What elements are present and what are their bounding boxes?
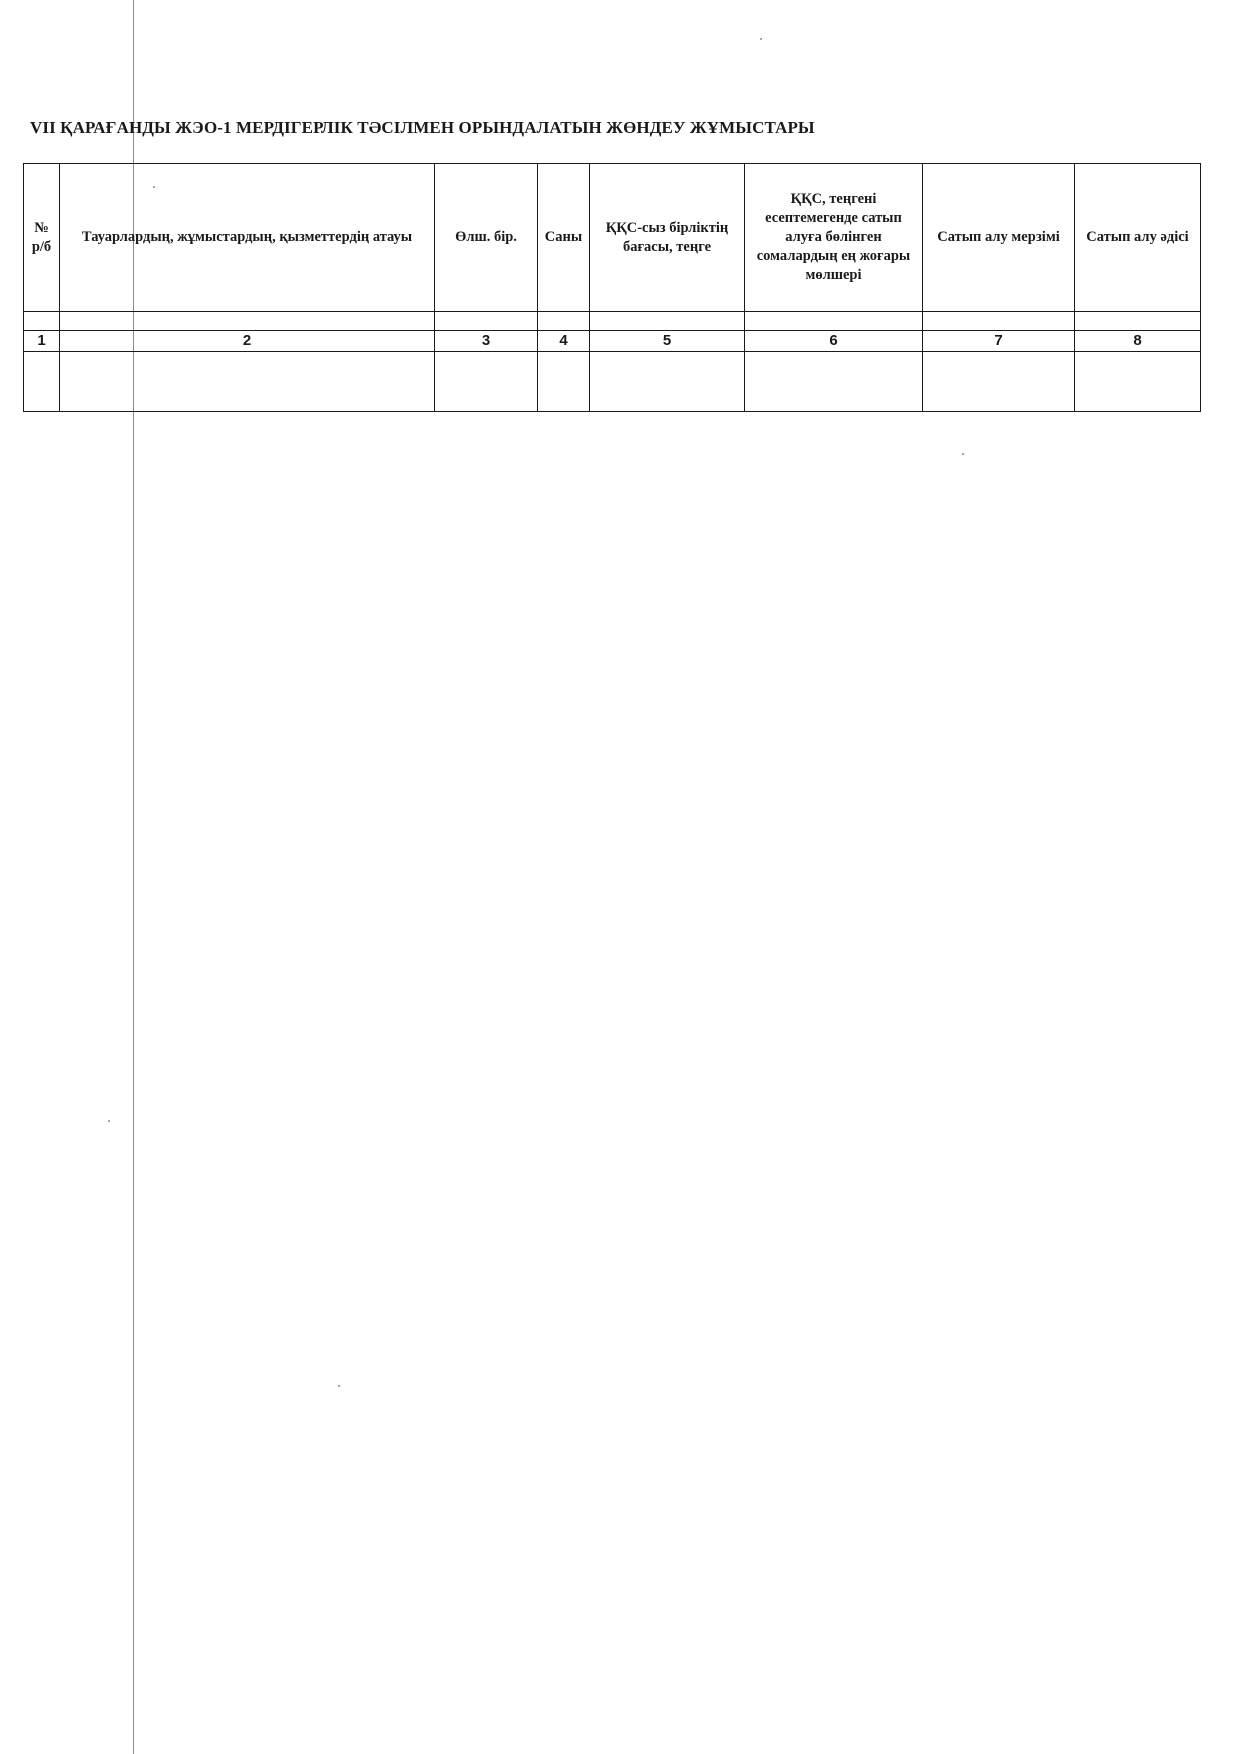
- spacer-cell: [60, 312, 435, 331]
- row-number: [24, 352, 60, 412]
- column-number: 4: [538, 331, 590, 352]
- table-row: [24, 352, 1201, 412]
- column-number: 5: [590, 331, 745, 352]
- column-number: 2: [60, 331, 435, 352]
- spacer-row: [24, 312, 1201, 331]
- row-unit: [435, 352, 538, 412]
- header-number: № р/б: [24, 164, 60, 312]
- row-quantity: [538, 352, 590, 412]
- spacer-cell: [1075, 312, 1201, 331]
- scan-speck: [338, 1385, 340, 1387]
- scan-speck: [760, 38, 762, 40]
- scan-speck: [108, 1120, 110, 1122]
- header-max-amount: ҚҚС, теңгені есептемегенде сатып алуға бөлінген сомалардың ең жоғары мөлшері: [745, 164, 923, 312]
- scan-speck: [962, 453, 964, 455]
- row-method: [1075, 352, 1201, 412]
- header-unit-price: ҚҚС-сыз бірліктің бағасы, теңге: [590, 164, 745, 312]
- column-number: 6: [745, 331, 923, 352]
- row-unit-price: [590, 352, 745, 412]
- header-unit: Өлш. бір.: [435, 164, 538, 312]
- row-item-name: [60, 352, 435, 412]
- document-title: VII ҚАРАҒАНДЫ ЖЭО-1 МЕРДІГЕРЛІК ТӘСІЛМЕН ОРЫНДАЛАТЫН ЖӨНДЕУ ЖҰМЫСТАРЫ: [30, 118, 815, 137]
- spacer-cell: [923, 312, 1075, 331]
- header-row: [24, 164, 1201, 312]
- spacer-cell: [590, 312, 745, 331]
- row-period: [923, 352, 1075, 412]
- spacer-cell: [745, 312, 923, 331]
- procurement-table: [23, 163, 1201, 412]
- header-period: Сатып алу мерзімі: [923, 164, 1075, 312]
- column-number: 3: [435, 331, 538, 352]
- spacer-cell: [24, 312, 60, 331]
- column-number-row: [24, 331, 1201, 352]
- header-method: Сатып алу әдісі: [1075, 164, 1201, 312]
- spacer-cell: [538, 312, 590, 331]
- row-total-amount: [745, 352, 923, 412]
- header-name: Тауарлардың, жұмыстардың, қызметтердің атауы: [60, 164, 435, 312]
- column-number: 1: [24, 331, 60, 352]
- column-number: 7: [923, 331, 1075, 352]
- spacer-cell: [435, 312, 538, 331]
- column-number: 8: [1075, 331, 1201, 352]
- header-quantity: Саны: [538, 164, 590, 312]
